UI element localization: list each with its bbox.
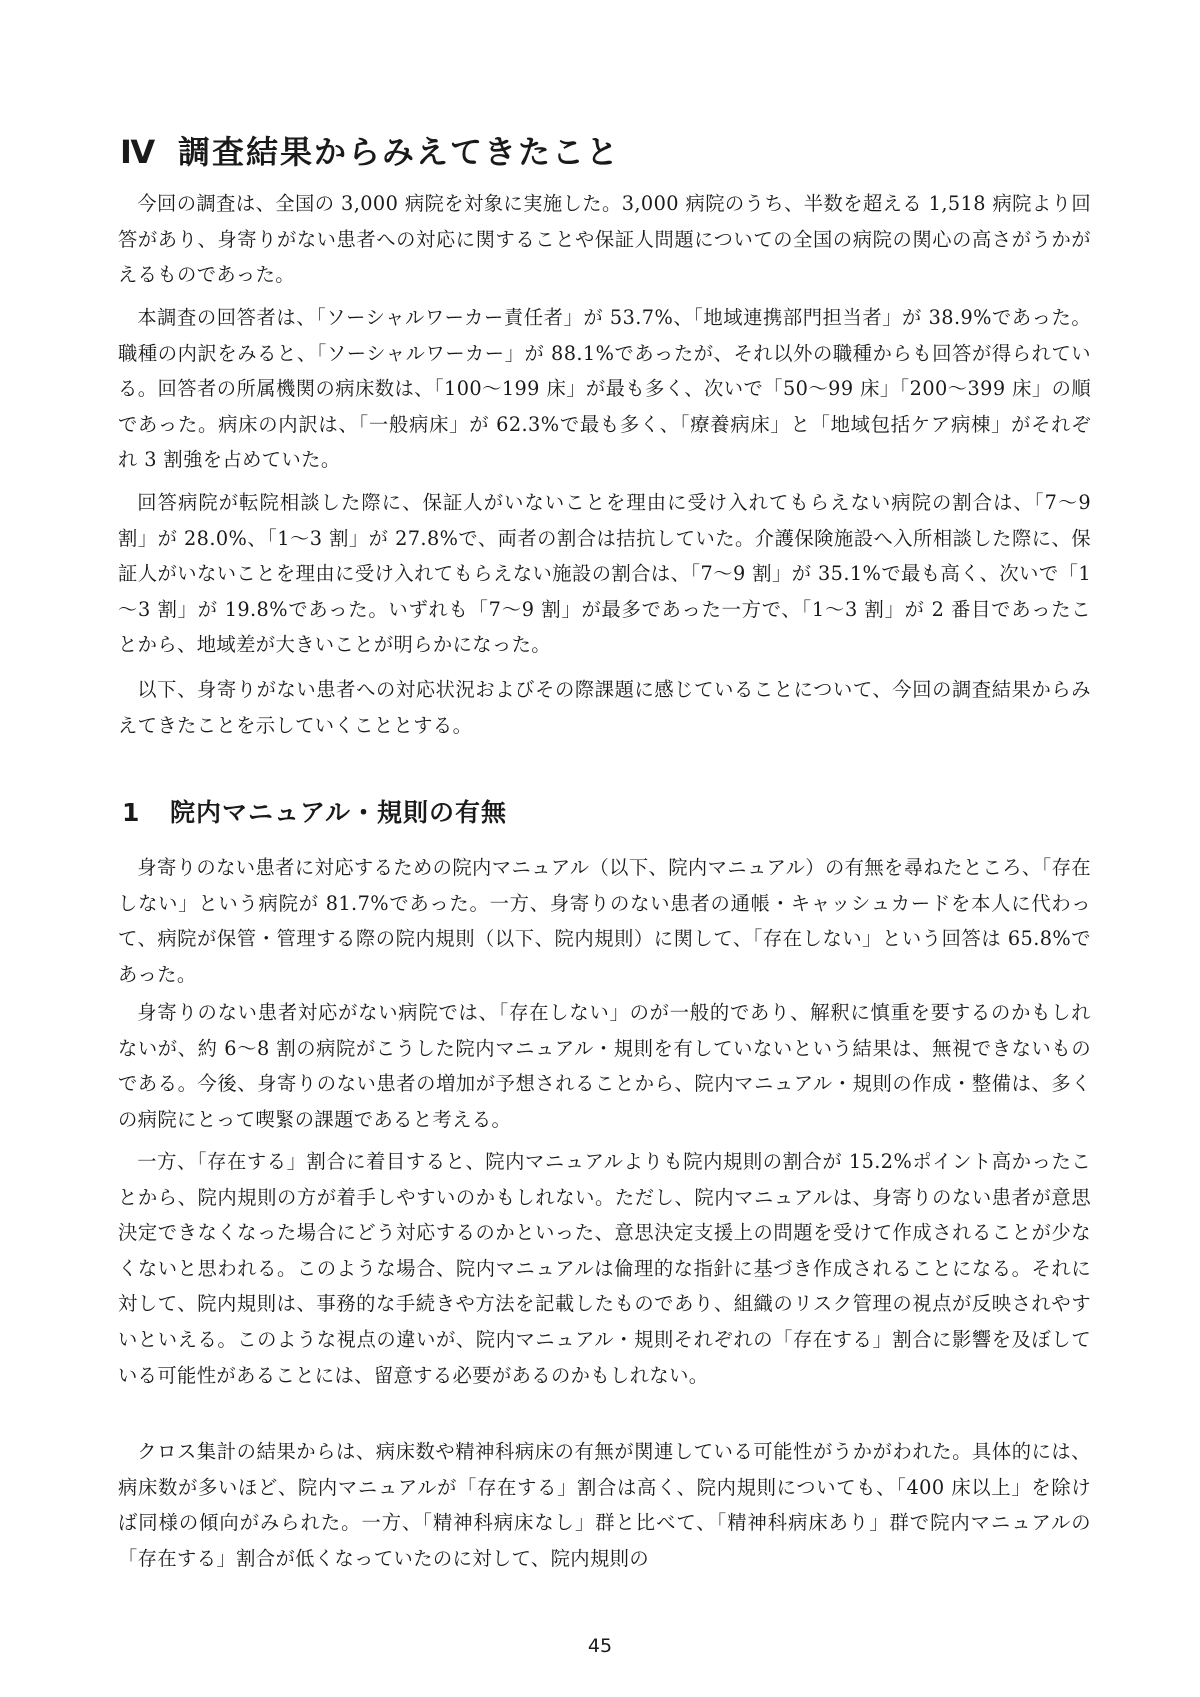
section-paragraph-2: 身寄りのない患者対応がない病院では、「存在しない」のが一般的であり、解釈に慎重を要するのかもしれないが、約 6～8 割の病院がこうした院内マニュアル・規則を有していないという結果は、無視できないものである。今後、身寄りのない患者の増加が予想されることから、院内マニュアル・規則の作成・整備は、多くの病院にとって喫緊の課題であると考える。: [118, 1001, 1091, 1131]
chapter-heading: [120, 128, 620, 176]
section-paragraph-1: 身寄りのない患者に対応するための院内マニュアル（以下、院内マニュアル）の有無を尋ねたところ、「存在しない」という病院が 81.7%であった。一方、身寄りのない患者の通帳・キャッシュカードを本人に代わって、病院が保管・管理する際の院内規則（以下、院内規則）に関して、「存在しない」という回答は 65.8%であった。: [118, 856, 1091, 986]
section-paragraph-4: クロス集計の結果からは、病床数や精神科病床の有無が関連している可能性がうかがわれた。具体的には、病床数が多いほど、院内マニュアルが「存在する」割合は高く、院内規則についても、「400 床以上」を除けば同様の傾向がみられた。一方、「精神科病床なし」群と比べて、「精神科病床あり」群で院内マニュアルの「存在する」割合が低くなっていたのに対して、院内規則の: [118, 1440, 1091, 1570]
section-heading: [122, 795, 507, 831]
page-number: 45: [587, 1635, 613, 1657]
intro-paragraph-2: 本調査の回答者は、「ソーシャルワーカー責任者」が 53.7%、「地域連携部門担当者」が 38.9%であった。職種の内訳をみると、「ソーシャルワーカー」が 88.1%であったが、それ以外の職種からも回答が得られている。回答者の所属機関の病床数は、「100～199 床」が最も多く、次いで「50～99 床」「200～399 床」の順であった。病床の内訳は、「一般病床」が 62.3%で最も多く、「療養病床」と「地域包括ケア病棟」がそれぞれ 3 割強を占めていた。: [118, 306, 1091, 472]
chapter-title: 調査結果からみえてきたこと: [178, 133, 621, 171]
section-title: 院内マニュアル・規則の有無: [170, 798, 508, 827]
section-number: 1: [122, 798, 141, 827]
intro-paragraph-4: 以下、身寄りがない患者への対応状況およびその際課題に感じていることについて、今回の調査結果からみえてきたことを示していくこととする。: [118, 678, 1091, 737]
intro-paragraph-3: 回答病院が転院相談した際に、保証人がいないことを理由に受け入れてもらえない病院の割合は、「7～9 割」が 28.0%、「1～3 割」が 27.8%で、両者の割合は拮抗していた。介護保険施設へ入所相談した際に、保証人がいないことを理由に受け入れてもらえない施設の割合は、「7～9 割」が 35.1%で最も高く、次いで「1～3 割」が 19.8%であった。いずれも「7～9 割」が最多であった一方で、「1～3 割」が 2 番目であったことから、地域差が大きいことが明らかになった。: [118, 491, 1091, 657]
chapter-number: Ⅳ: [120, 133, 158, 171]
intro-paragraph-1: 今回の調査は、全国の 3,000 病院を対象に実施した。3,000 病院のうち、半数を超える 1,518 病院より回答があり、身寄りがない患者への対応に関することや保証人問題についての全国の病院の関心の高さがうかがえるものであった。: [118, 192, 1091, 287]
section-paragraph-3: 一方、「存在する」割合に着目すると、院内マニュアルよりも院内規則の割合が 15.2%ポイント高かったことから、院内規則の方が着手しやすいのかもしれない。ただし、院内マニュアルは、身寄りのない患者が意思決定できなくなった場合にどう対応するのかといった、意思決定支援上の問題を受けて作成されることが少なくないと思われる。このような場合、院内マニュアルは倫理的な指針に基づき作成されることになる。それに対して、院内規則は、事務的な手続きや方法を記載したものであり、組織のリスク管理の視点が反映されやすいといえる。このような視点の違いが、院内マニュアル・規則それぞれの「存在する」割合に影響を及ぼしている可能性があることには、留意する必要があるのかもしれない。: [118, 1150, 1091, 1387]
